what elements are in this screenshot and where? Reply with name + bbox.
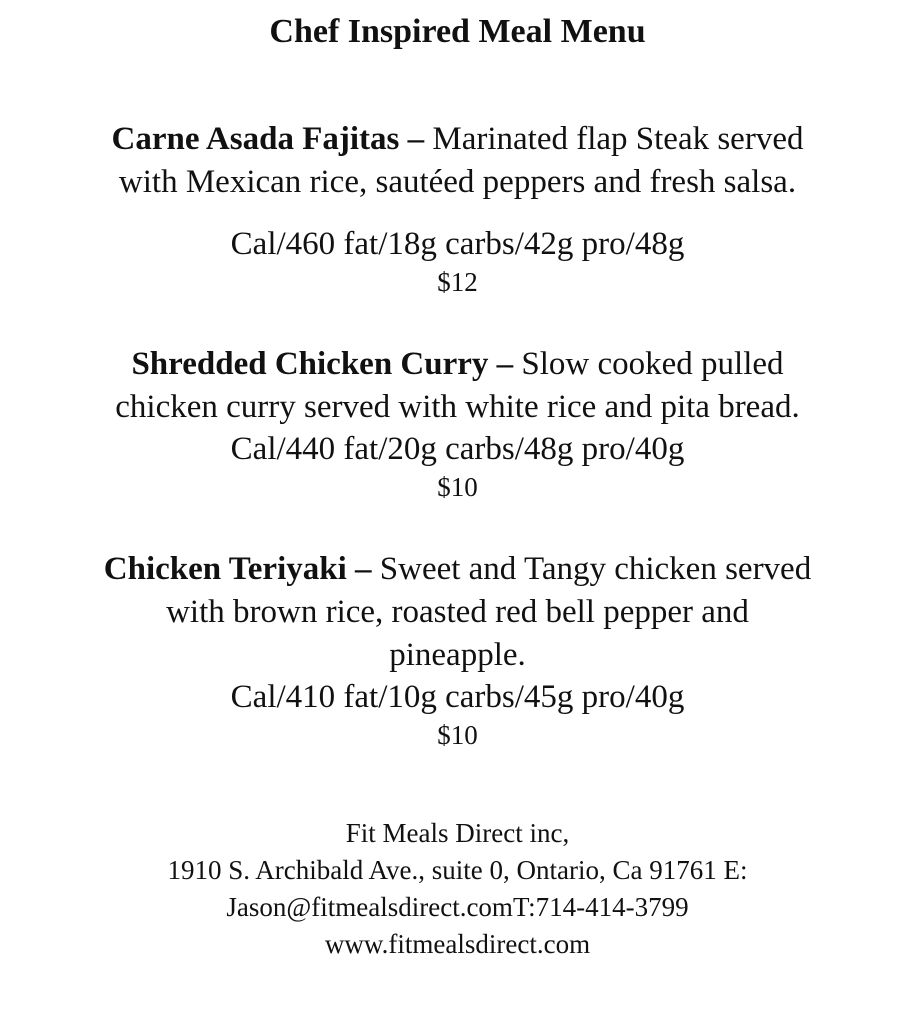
- footer: [0, 815, 915, 963]
- item-description: Marinated flap Steak served with Mexican rice, sautéed peppers and fresh salsa.: [118, 121, 804, 200]
- footer-address: 1910 S. Archibald Ave., suite 0, Ontario, Ca 91761 E:: [167, 855, 748, 885]
- menu-title: Chef Inspired Meal Menu: [269, 13, 646, 50]
- footer-company: Fit Meals Direct inc,: [345, 818, 570, 848]
- menu-item-shredded-chicken-curry: [100, 343, 815, 505]
- item-separator: –: [346, 551, 380, 587]
- item-name: Shredded Chicken Curry: [131, 346, 489, 382]
- item-price: $10: [437, 472, 478, 502]
- item-price: $12: [437, 267, 478, 297]
- menu-item-chicken-teriyaki: [100, 548, 815, 753]
- footer-website: www.fitmealsdirect.com: [324, 929, 591, 959]
- footer-contact: Jason@fitmealsdirect.comT:714-414-3799: [226, 892, 689, 922]
- item-description: Slow cooked pulled chicken curry served with white rice and pita bread.: [115, 346, 800, 425]
- item-nutrition: Cal/460 fat/18g carbs/42g pro/48g: [230, 226, 685, 262]
- item-name: Chicken Teriyaki: [103, 551, 347, 587]
- item-nutrition: Cal/440 fat/20g carbs/48g pro/40g: [230, 431, 685, 467]
- item-name: Carne Asada Fajitas: [111, 121, 400, 157]
- item-price: $10: [437, 720, 478, 750]
- menu-item-carne-asada: [100, 118, 815, 300]
- item-separator: –: [399, 121, 433, 157]
- item-separator: –: [488, 346, 522, 382]
- item-description: Sweet and Tangy chicken served with brown rice, roasted red bell pepper and pineapple.: [166, 551, 812, 673]
- item-nutrition: Cal/410 fat/10g carbs/45g pro/40g: [230, 679, 685, 715]
